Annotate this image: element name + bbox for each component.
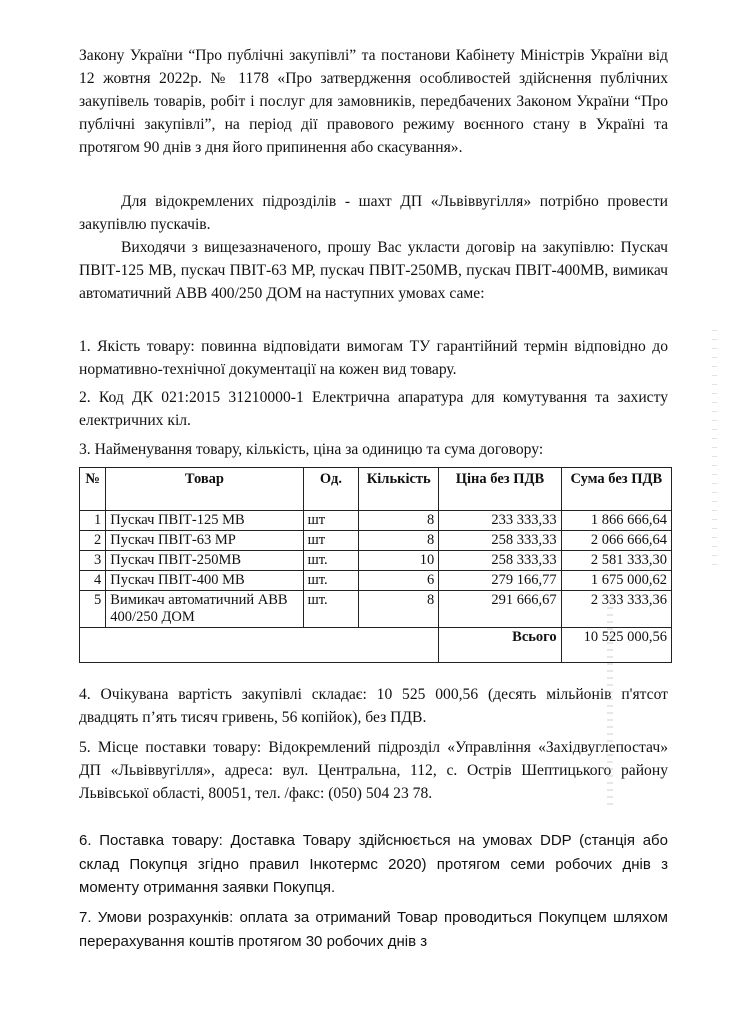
cell-sum: 1 675 000,62 xyxy=(561,571,671,591)
item-2-code: 2. Код ДК 021:2015 31210000-1 Електрична апаратура для комутування та захисту електричних кіл. xyxy=(79,389,668,429)
cell-price: 279 166,77 xyxy=(439,571,561,591)
cell-sum: 1 866 666,64 xyxy=(561,511,671,531)
cell-no: 2 xyxy=(80,531,106,551)
item-4-expected-cost: 4. Очікувана вартість закупівлі складає: 10 525 000,56 (десять мільйонів п'ятсот двадцять п’ять тисяч гривень, 56 копійок), без ПДВ. xyxy=(79,686,668,726)
item-5-delivery-place: 5. Місце поставки товару: Відокремлений підрозділ «Управління «Західвуглепостач» ДП «Львіввугілля», адреса: вул. Центральна, 112, с. Острів Шептицького району Львівської області, 80051, тел. /факс: (050) 504 23 78. xyxy=(79,739,668,802)
cell-unit: шт xyxy=(303,511,359,531)
total-value: 10 525 000,56 xyxy=(561,628,671,663)
cell-price: 291 666,67 xyxy=(439,591,561,628)
cell-name: Пускач ПВІТ-250МВ xyxy=(106,551,303,571)
cell-no: 5 xyxy=(80,591,106,628)
cell-sum: 2 066 666,64 xyxy=(561,531,671,551)
cell-name: Пускач ПВІТ-400 МВ xyxy=(106,571,303,591)
cell-qty: 10 xyxy=(359,551,439,571)
cell-qty: 6 xyxy=(359,571,439,591)
goods-table xyxy=(79,467,672,663)
header-unit: Од. xyxy=(303,468,359,511)
scan-artifact xyxy=(712,330,717,570)
header-qty: Кількість xyxy=(359,468,439,511)
cell-name: Пускач ПВІТ-125 МВ xyxy=(106,511,303,531)
table-row xyxy=(80,551,672,571)
item-7-payment-terms: 7. Умови розрахунків: оплата за отриманий Товар проводиться Покупцем шляхом перерахування коштів протягом 30 робочих днів з xyxy=(79,909,668,950)
table-row xyxy=(80,591,672,628)
cell-qty: 8 xyxy=(359,591,439,628)
cell-name: Пускач ПВІТ-63 МР xyxy=(106,531,303,551)
cell-qty: 8 xyxy=(359,511,439,531)
intro-paragraph: Закону України “Про публічні закупівлі” та постанови Кабінету Міністрів України від 12 жовтня 2022р. № 1178 «Про затвердження особливостей здійснення публічних закупівель товарів, робіт і послуг для замовників, передбачених Законом України “Про публічні закупівлі”, на період дії правового режиму воєнного стану в Україні та протягом 90 днів з дня його припинення або скасування». xyxy=(79,47,668,156)
table-header-row xyxy=(80,468,672,511)
total-spacer xyxy=(80,628,439,663)
cell-price: 258 333,33 xyxy=(439,551,561,571)
total-label: Всього xyxy=(439,628,561,663)
table-row xyxy=(80,571,672,591)
cell-price: 258 333,33 xyxy=(439,531,561,551)
cell-no: 4 xyxy=(80,571,106,591)
header-no: № xyxy=(80,468,106,511)
header-sum: Сума без ПДВ xyxy=(561,468,671,511)
cell-unit: шт. xyxy=(303,591,359,628)
need-paragraph: Для відокремлених підрозділів - шахт ДП «Львіввугілля» потрібно провести закупівлю пускачів. xyxy=(79,193,668,233)
cell-qty: 8 xyxy=(359,531,439,551)
cell-unit: шт. xyxy=(303,551,359,571)
table-total-row xyxy=(80,628,672,663)
cell-sum: 2 333 333,36 xyxy=(561,591,671,628)
cell-price: 233 333,33 xyxy=(439,511,561,531)
header-price: Ціна без ПДВ xyxy=(439,468,561,511)
table-row xyxy=(80,511,672,531)
item-6-delivery-terms: 6. Поставка товару: Доставка Товару здійснюється на умовах DDP (станція або склад Покупця згідно правил Інкотермс 2020) протягом семи робочих днів з моменту отримання заявки Покупця. xyxy=(79,832,668,896)
cell-no: 3 xyxy=(80,551,106,571)
cell-sum: 2 581 333,30 xyxy=(561,551,671,571)
cell-no: 1 xyxy=(80,511,106,531)
cell-name: Вимикач автоматичний АВВ 400/250 ДОМ xyxy=(106,591,303,628)
item-3-goods-heading: 3. Найменування товару, кількість, ціна за одиницю та сума договору: xyxy=(79,441,544,458)
table-row xyxy=(80,531,672,551)
request-paragraph: Виходячи з вищезазначеного, прошу Вас укласти договір на закупівлю: Пускач ПВІТ-125 МВ, пускач ПВІТ-63 МР, пускач ПВІТ-250МВ, пускач ПВІТ-400МВ, вимикач автоматичний АВВ 400/250 ДОМ на наступних умовах саме: xyxy=(79,239,668,302)
header-name: Товар xyxy=(106,468,303,511)
scan-artifact xyxy=(607,600,613,810)
cell-unit: шт. xyxy=(303,571,359,591)
item-1-quality: 1. Якість товару: повинна відповідати вимогам ТУ гарантійний термін відповідно до нормативно-технічної документації на кожен вид товару. xyxy=(79,338,668,378)
cell-unit: шт xyxy=(303,531,359,551)
